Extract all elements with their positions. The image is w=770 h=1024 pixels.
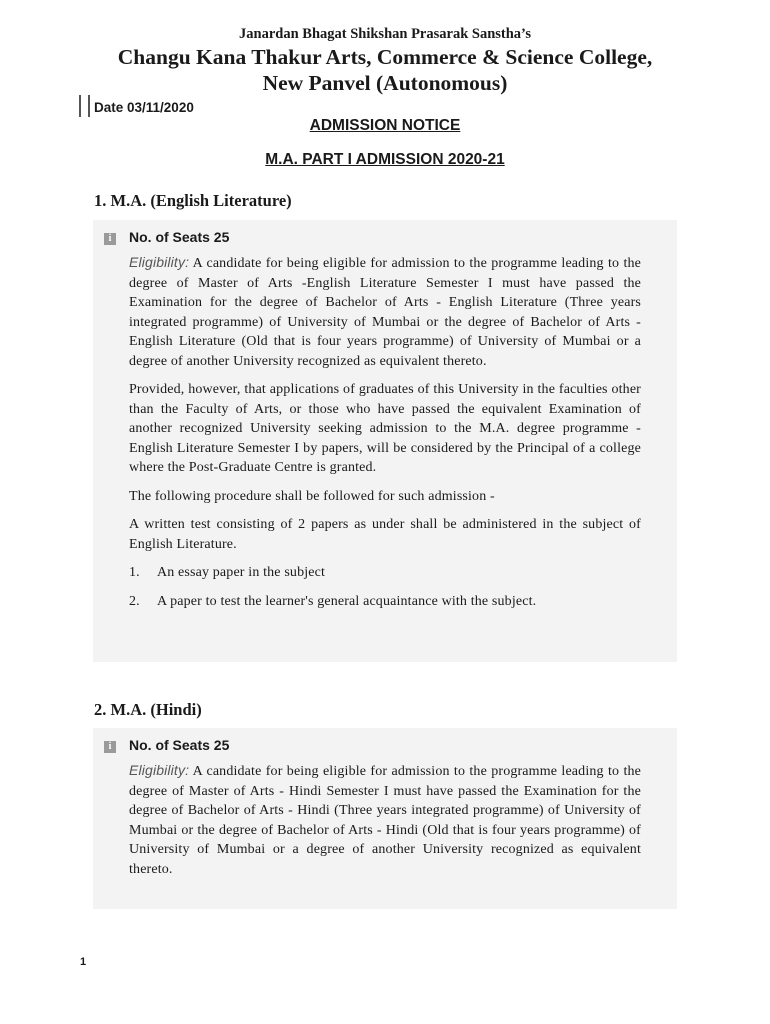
college-name xyxy=(0,44,770,96)
eligibility-label: Eligibility: xyxy=(129,762,190,778)
notice-date: Date 03/11/2020 xyxy=(94,100,194,115)
eligibility-text: A candidate for being eligible for admission to the programme leading to the degree of Master of Arts -English Literature Semester I must have passed the Examination for the degree of Bachelor of Arts - English Literature (Three years integrated programme) of University of Mumbai or the degree of Bachelor of Arts - English Literature (Old that is four years programme) of University of Mumbai or a degree of another University recognized as equivalent thereto. xyxy=(129,256,641,369)
page-number: 1 xyxy=(80,956,87,968)
eligibility-paragraph xyxy=(129,761,641,879)
sponsor-name: Janardan Bhagat Shikshan Prasarak Sanstha’s xyxy=(239,26,531,42)
eligibility-text: A candidate for being eligible for admission to the programme leading to the degree of Master of Arts - Hindi Semester I must have passed the Examination for the degree of Bachelor of Arts - Hindi (Three years integrated programme) of University of Mumbai or the degree of Bachelor of Arts - Hindi (Old that is four years programme) of University of Mumbai or a degree of another University recognized as equivalent thereto. xyxy=(129,764,641,877)
section-heading-english: 1. M.A. (English Literature) xyxy=(94,191,292,210)
english-details-box xyxy=(93,220,677,662)
written-test-paragraph: A written test consisting of 2 papers as under shall be administered in the subject of English Literature. xyxy=(129,517,641,552)
list-item-number: 2. xyxy=(129,593,140,609)
eligibility-label: Eligibility: xyxy=(129,254,190,270)
list-item-text: An essay paper in the subject xyxy=(157,565,326,580)
procedure-paragraph: The following procedure shall be followed for such admission - xyxy=(129,488,495,504)
college-name-line1: Changu Kana Thakur Arts, Commerce & Science College, xyxy=(117,45,653,69)
proviso-paragraph: Provided, however, that applications of graduates of this University in the faculties other than the Faculty of Arts, or those who have passed the equivalent Examination of another recognized University seeking admission to the M.A. degree programme - English Literature Semester I by papers, will be considered by the Principal of a college where the Post-Graduate Centre is granted. xyxy=(129,382,641,475)
notice-title: ADMISSION NOTICE xyxy=(309,117,461,134)
section-heading-hindi: 2. M.A. (Hindi) xyxy=(94,700,202,719)
list-item-text: A paper to test the learner's general acquaintance with the subject. xyxy=(157,593,537,609)
seats-count: No. of Seats 25 xyxy=(129,737,230,753)
info-icon: i xyxy=(104,741,116,753)
list-item xyxy=(129,563,641,583)
college-name-line2: New Panvel (Autonomous) xyxy=(262,71,508,95)
date-marker xyxy=(79,95,90,117)
list-item-number: 1. xyxy=(129,565,140,580)
hindi-details-box xyxy=(93,728,677,909)
list-item xyxy=(129,592,641,612)
info-icon: i xyxy=(104,233,116,245)
eligibility-paragraph xyxy=(129,253,641,371)
seats-count: No. of Seats 25 xyxy=(129,229,230,245)
notice-subtitle: M.A. PART I ADMISSION 2020-21 xyxy=(265,151,505,168)
